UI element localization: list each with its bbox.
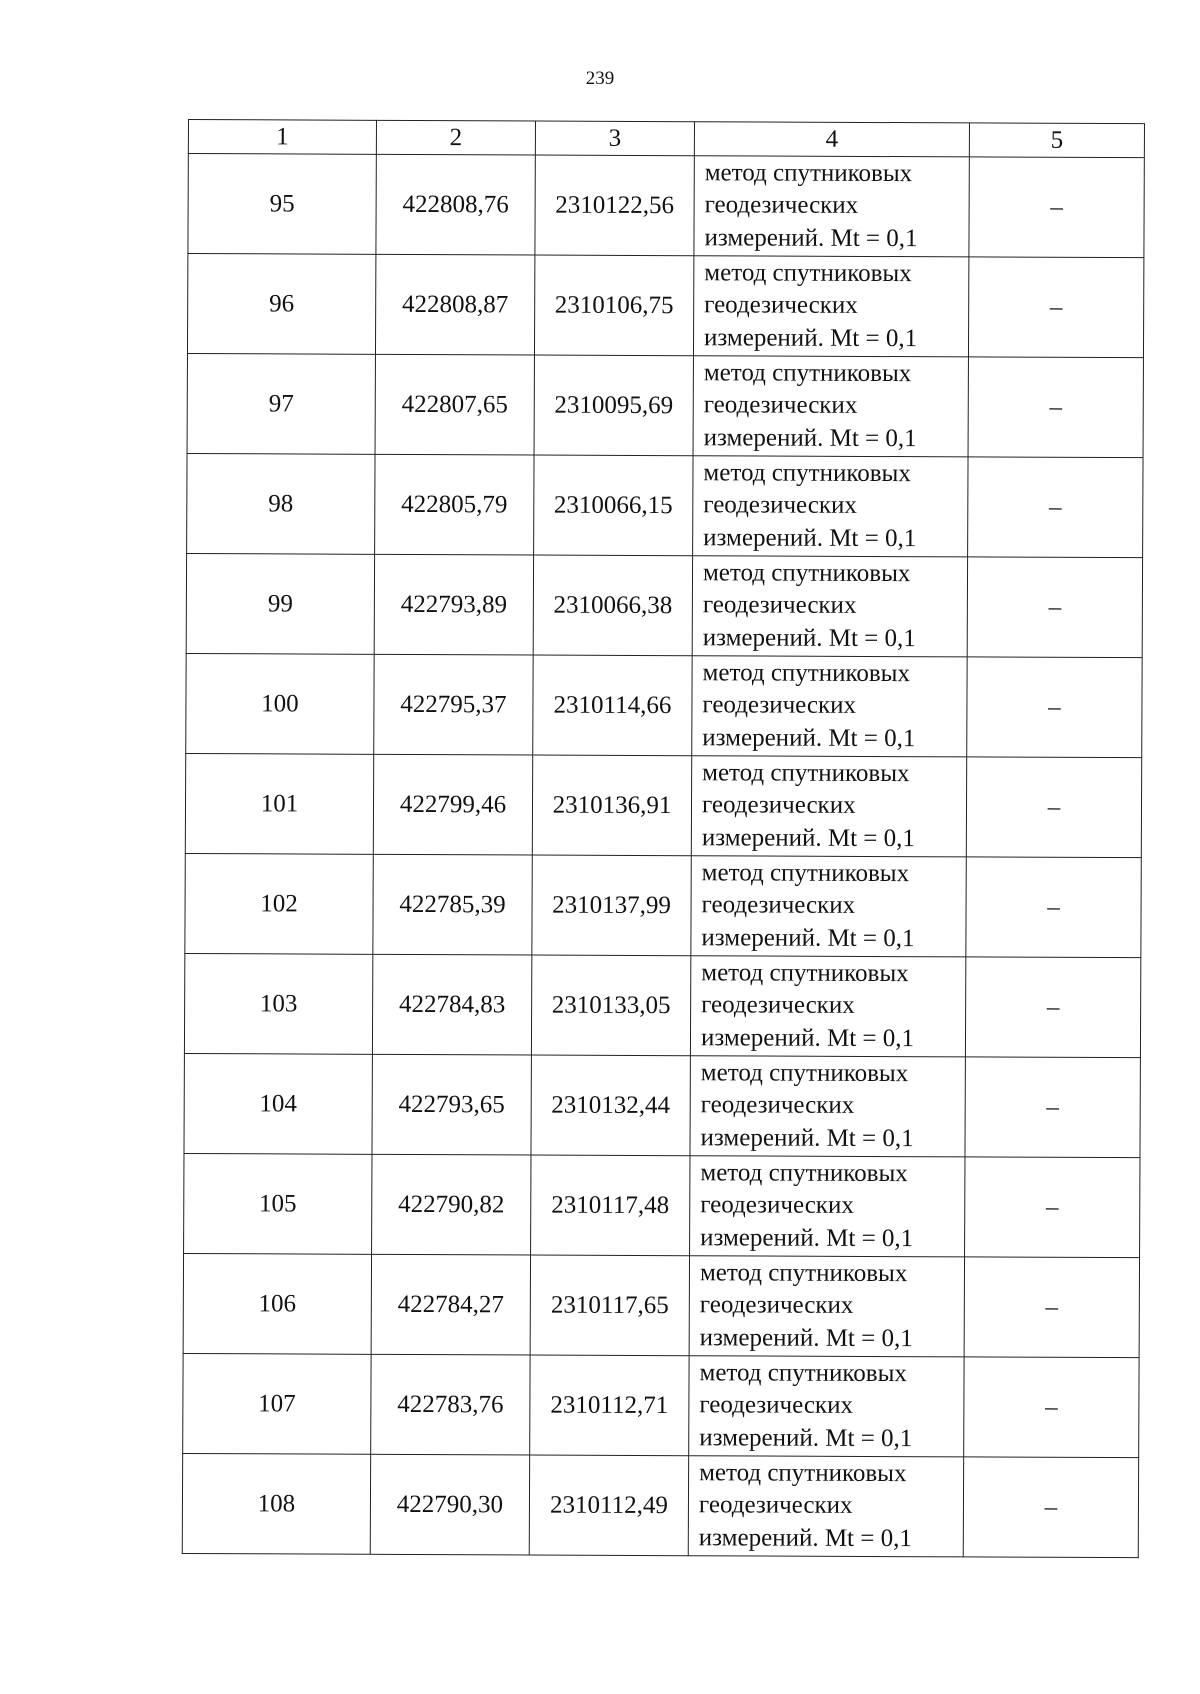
page-number: 239 (585, 68, 615, 89)
note-cell: – (964, 1357, 1139, 1458)
method-cell (690, 956, 965, 1057)
note-cell: – (964, 1257, 1139, 1358)
method-cell (693, 256, 968, 357)
note-cell: – (968, 457, 1143, 558)
method-line: измерений. Mt = 0,1 (702, 724, 916, 752)
method-cell (690, 1056, 965, 1157)
method-line: измерений. Mt = 0,1 (700, 1123, 914, 1152)
y-coordinate-cell: 2310117,48 (531, 1155, 690, 1256)
method-line: метод спутниковых (704, 159, 913, 187)
method-line: метод спутниковых (699, 1358, 907, 1387)
method-cell (689, 1256, 964, 1357)
y-coordinate-cell: 2310066,38 (533, 555, 692, 656)
point-number-cell: 99 (186, 553, 374, 654)
point-number-cell: 103 (184, 953, 372, 1054)
y-coordinate-cell: 2310136,91 (532, 755, 691, 856)
method-line: измерений. Mt = 0,1 (699, 1323, 913, 1352)
y-coordinate-cell: 2310106,75 (534, 255, 693, 356)
method-line: геодезических (700, 1191, 854, 1220)
note-cell: – (967, 657, 1142, 758)
method-line: измерений. Mt = 0,1 (701, 923, 915, 952)
point-number-cell: 100 (186, 653, 374, 754)
coordinates-table (182, 119, 1145, 1558)
table-body (182, 154, 1144, 1558)
note-cell: – (966, 857, 1141, 958)
x-coordinate-cell: 422784,83 (372, 954, 531, 1055)
method-cell (692, 656, 967, 757)
point-number-cell: 104 (184, 1053, 372, 1154)
method-line: геодезических (699, 1291, 854, 1320)
note-cell: – (963, 1457, 1138, 1558)
method-line: измерений. Mt = 0,1 (703, 424, 917, 452)
method-line: метод спутниковых (701, 858, 910, 887)
note-cell: – (968, 257, 1143, 358)
method-cell (694, 156, 969, 257)
y-coordinate-cell: 2310066,15 (534, 455, 693, 556)
method-line: измерений. Mt = 0,1 (704, 224, 918, 252)
table-row (182, 1453, 1138, 1557)
method-cell (689, 1356, 964, 1457)
method-line: геодезических (701, 891, 856, 920)
method-line: измерений. Mt = 0,1 (700, 1023, 915, 1052)
method-cell (690, 1156, 965, 1257)
method-line: метод спутниковых (699, 1458, 907, 1487)
x-coordinate-cell: 422793,89 (374, 554, 533, 655)
note-cell: – (966, 757, 1141, 858)
method-line: геодезических (704, 291, 858, 320)
method-line: геодезических (701, 991, 855, 1020)
method-line: метод спутниковых (702, 659, 911, 687)
x-coordinate-cell: 422799,46 (373, 754, 532, 855)
method-line: метод спутниковых (701, 958, 909, 987)
method-line: геодезических (699, 1391, 854, 1420)
point-number-cell: 106 (183, 1253, 371, 1354)
y-coordinate-cell: 2310132,44 (531, 1055, 690, 1156)
x-coordinate-cell: 422783,76 (371, 1354, 530, 1455)
method-line: геодезических (704, 191, 859, 220)
table-row (186, 553, 1142, 657)
note-cell: – (969, 157, 1144, 258)
method-line: метод спутниковых (704, 259, 912, 287)
method-line: метод спутниковых (700, 1058, 909, 1087)
y-coordinate-cell: 2310095,69 (534, 355, 693, 456)
note-cell: – (965, 957, 1140, 1058)
y-coordinate-cell: 2310122,56 (535, 155, 694, 256)
note-cell: – (965, 1157, 1140, 1258)
method-line: геодезических (702, 591, 857, 620)
x-coordinate-cell: 422793,65 (372, 1054, 531, 1155)
x-coordinate-cell: 422790,82 (372, 1154, 531, 1255)
method-line: измерений. Mt = 0,1 (700, 1223, 914, 1252)
method-line: измерений. Mt = 0,1 (701, 823, 916, 852)
method-line: метод спутниковых (702, 559, 911, 587)
point-number-cell: 95 (188, 154, 376, 255)
method-line: геодезических (703, 491, 857, 520)
method-cell (692, 556, 967, 657)
x-coordinate-cell: 422795,37 (374, 654, 533, 755)
method-cell (693, 356, 968, 457)
method-line: метод спутниковых (703, 359, 912, 387)
point-number-cell: 107 (183, 1353, 371, 1454)
point-number-cell: 105 (184, 1153, 372, 1254)
method-line: измерений. Mt = 0,1 (698, 1523, 912, 1552)
method-line: измерений. Mt = 0,1 (703, 524, 917, 552)
point-number-cell: 96 (187, 254, 375, 355)
point-number-cell: 101 (185, 753, 373, 854)
x-coordinate-cell: 422805,79 (375, 454, 534, 555)
table-row (187, 353, 1143, 457)
y-coordinate-cell: 2310137,99 (532, 855, 691, 956)
table-row (185, 753, 1141, 857)
note-cell: – (967, 557, 1142, 658)
table-row (183, 1353, 1139, 1457)
x-coordinate-cell: 422808,87 (375, 254, 534, 355)
column-header-2: 2 (376, 120, 535, 155)
method-cell (691, 756, 966, 857)
method-cell (693, 456, 968, 557)
method-line: метод спутниковых (702, 758, 910, 787)
method-cell (688, 1456, 963, 1557)
column-header-3: 3 (535, 121, 694, 156)
method-line: геодезических (702, 691, 857, 720)
point-number-cell: 102 (185, 853, 373, 954)
method-line: метод спутниковых (700, 1158, 908, 1187)
method-line: геодезических (700, 1091, 855, 1120)
method-line: метод спутниковых (703, 459, 911, 487)
table-row (183, 1253, 1139, 1357)
method-line: метод спутниковых (699, 1258, 908, 1287)
method-line: измерений. Mt = 0,1 (703, 324, 918, 352)
method-cell (691, 856, 966, 957)
table-row (185, 853, 1141, 957)
method-line: измерений. Mt = 0,1 (699, 1423, 913, 1452)
method-line: геодезических (698, 1491, 853, 1520)
column-header-4: 4 (694, 122, 969, 157)
y-coordinate-cell: 2310133,05 (531, 955, 690, 1056)
x-coordinate-cell: 422808,76 (376, 154, 535, 255)
table-row (184, 1053, 1140, 1157)
table-row (187, 254, 1143, 358)
point-number-cell: 97 (187, 353, 375, 454)
x-coordinate-cell: 422807,65 (375, 354, 534, 455)
x-coordinate-cell: 422784,27 (371, 1254, 530, 1355)
table-row (187, 453, 1143, 557)
x-coordinate-cell: 422785,39 (373, 854, 532, 955)
note-cell: – (968, 357, 1143, 458)
y-coordinate-cell: 2310117,65 (530, 1255, 689, 1356)
point-number-cell: 108 (182, 1453, 370, 1554)
y-coordinate-cell: 2310112,49 (529, 1455, 688, 1556)
method-line: геодезических (701, 791, 856, 820)
x-coordinate-cell: 422790,30 (370, 1454, 529, 1555)
column-header-1: 1 (188, 120, 376, 155)
y-coordinate-cell: 2310112,71 (530, 1355, 689, 1456)
method-line: геодезических (703, 391, 858, 420)
column-header-5: 5 (969, 123, 1144, 158)
note-cell: – (965, 1057, 1140, 1158)
table-row (186, 653, 1142, 757)
table-row (188, 154, 1144, 258)
method-line: измерений. Mt = 0,1 (702, 624, 916, 652)
point-number-cell: 98 (187, 453, 375, 554)
y-coordinate-cell: 2310114,66 (533, 655, 692, 756)
table-row (184, 1153, 1140, 1257)
table-header-row (188, 120, 1144, 158)
table-row (184, 953, 1140, 1057)
